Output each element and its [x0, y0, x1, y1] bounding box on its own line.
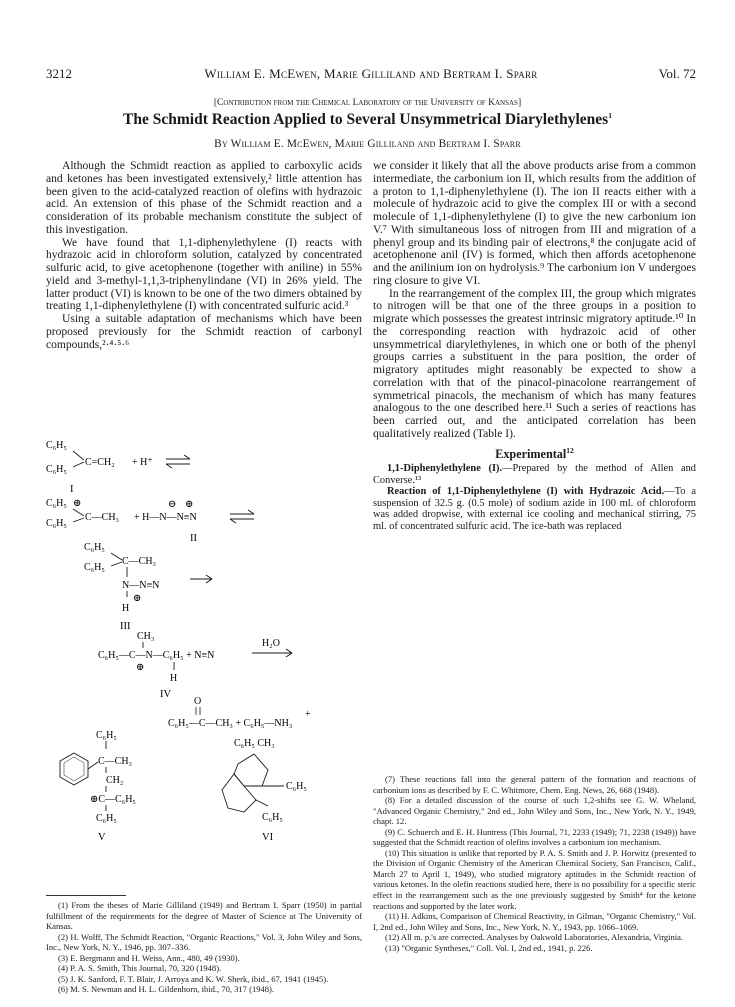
footnote: (3) E. Bergmann and H. Weiss, Ann., 480, 49 (1930). — [58, 952, 240, 963]
methyl-group: CH₃ — [137, 631, 155, 642]
footnote: (8) For a detailed discussion of the course of such 1,2-shifts see G. W. Wheland, "Advanced Organic Chemistry," 2nd ed., John Wiley and Sons, Inc., New York, N. Y., 1949, chapt. 12. — [373, 795, 696, 827]
phenyl-label: C₆H₅ — [46, 518, 67, 529]
paragraph: In the rearrangement of the complex III, the group which migrates to nitrogen will be that one of the three groups in a position to migrate which possesses the greatest intrinsic migratory aptitude.¹⁰ In the corresponding reaction with hydrazoic acid of other unsymmetrical diarylethylenes, in which one or both of the phenyl groups carries a substituent in the para position, the order of migratory aptitudes might reasonably be expected to show a correlation with that of the pinacol-pinacolone rearrangement of symmetrical pinacols, the mechanism of which has many features analogous to the one described here.¹¹ Such a series of reactions has been carried out, and the anticipated correlation has been qualitatively realized (Table I). — [373, 287, 696, 440]
paragraph: Using a suitable adaptation of mechanisms which have been proposed previously for the Schmidt reaction of carbonyl compounds,²·⁴·⁵·⁶ — [46, 313, 362, 351]
methyl-carbon: C—CH₃ — [122, 556, 157, 567]
methyl-carbon: C—CH₃ — [85, 512, 120, 523]
volume-number: Vol. 72 — [658, 66, 696, 81]
anil-cation: C₆H₅—C—N—C₆H₅ + N≡N — [98, 650, 215, 661]
byline: By William E. McEwen, Marie Gilliland and Bertram I. Sparr — [214, 138, 521, 150]
ethylene-group: C=CH₂ — [85, 457, 115, 468]
right-column-text — [373, 160, 696, 532]
equilibrium-arrow — [230, 510, 254, 523]
compound-label-I: I — [70, 484, 74, 495]
proton: + H⁺ — [132, 457, 153, 468]
reaction-scheme — [40, 434, 365, 882]
compound-III — [84, 542, 212, 632]
azide-group: N—N≡N — [122, 580, 160, 591]
right-footnotes — [373, 774, 696, 953]
article-title-text: The Schmidt Reaction Applied to Several Unsymmetrical Diarylethylenes — [123, 111, 609, 128]
footnote: (11) H. Adkins, Comparison of Chemical Reactivity, in Gilman, "Organic Chemistry," Vol. I, 2nd ed., John Wiley and Sons, Inc., New York, N. Y., 1943, pp. 1066–1069. — [373, 911, 696, 932]
footnote: (9) C. Schuerch and E. H. Huntress (This Journal, 71, 2233 (1949); 71, 2238 (1949)) have suggested that the Schmidt reaction of olefins involves a carbonium ion mechanism. — [373, 826, 696, 848]
phenyl-label: C₆H₅ — [46, 440, 67, 451]
phenyl-label: C₆H₅ — [46, 498, 67, 509]
negative-charge: ⊖ — [168, 499, 177, 510]
footnote: (6) M. S. Newman and H. L. Gildenhorn, ibid., 70, 317 (1948). — [58, 984, 275, 995]
water-reagent: H₂O — [262, 638, 280, 649]
compound-I — [46, 440, 190, 495]
paragraph-body: —To a suspension of 32.5 g. (0.5 mole) of sodium azide in 100 ml. of chloroform was added dropwise, with external ice cooling and mechanical stirring, 75 ml. of concentrated sulfuric acid. The ice-bath was replaced — [373, 486, 697, 532]
heading-footnote-mark: 12 — [566, 445, 574, 455]
compound-label-III: III — [120, 621, 131, 632]
section-heading — [373, 445, 696, 461]
carbonium-charge: ⊕ — [73, 498, 82, 509]
left-column-text — [46, 160, 362, 351]
paragraph: We have found that 1,1-diphenylethylene (I) reacts with hydrazoic acid in chloroform solution, catalyzed by concentrated sulfuric acid, to give acetophenone (together with aniline) in 55% yield and 3-methyl-1,1,3-triphenylindane (VI) in 26% yield. The latter product (VI) is known to be one of the two dimers obtained by treating 1,1-diphenylethylene (I) with concentrated sulfuric acid.³ — [46, 236, 362, 313]
page-number: 3212 — [46, 66, 72, 81]
footnote: (7) These reactions fall into the general pattern of the formation and reactions of carbonium ions as described by F. C. Whitmore, Chem. Eng. News, 26, 668 (1948). — [373, 774, 696, 795]
section-heading-text: Experimental — [495, 446, 567, 461]
paragraph: Although the Schmidt reaction as applied to carboxylic acids and ketones has been investigated extensively,² little attention has been given to the acid-catalyzed reaction of olefins with hydrazoic acid. An extension of this phase of the Schmidt reaction and a consideration of its probable mechanism constitute the subject of this investigation. — [46, 160, 362, 236]
positive-charge: ⊕ — [136, 662, 145, 673]
hydrogen: H — [170, 673, 178, 684]
compound-label-IV: IV — [160, 689, 172, 700]
equilibrium-arrow — [166, 455, 190, 468]
compound-label-V: V — [98, 832, 106, 843]
phenyl-label: C₆H₅ — [262, 812, 283, 823]
positive-charge: + — [305, 709, 311, 720]
footnote: (5) J. K. Sanford, F. T. Blair, J. Arroya and K. W. Sherk, ibid., 67, 1941 (1945). — [58, 973, 329, 984]
indane-substituents: C₆H₅ CH₃ — [234, 738, 275, 749]
footnote: (13) "Organic Syntheses," Coll. Vol. I, 2nd ed., 1941, p. 226. — [385, 942, 593, 953]
run-in-heading: Reaction of 1,1-Diphenylethylene (I) with Hydrazoic Acid. — [387, 486, 665, 498]
contribution-line: [Contribution from the Chemical Laboratory of the University of Kansas] — [213, 97, 522, 108]
carbonium-center: ⊕C—C₆H₅ — [90, 794, 136, 805]
phenyl-label: C₆H₅ — [96, 813, 117, 824]
positive-charge: ⊕ — [133, 593, 142, 604]
hydrolysis-products — [168, 696, 311, 729]
footnote: (10) This situation is unlike that reported by P. A. S. Smith and J. P. Horwitz (presented to the Division of Organic Chemistry of the American Chemical Society, San Francisco, Calif., March 27 to April 1, 1949), who studied migratory aptitudes in the Schmidt reaction of various ketones. In the olefin reactions studied here, there is no possibility for a specific steric effect in the rearrangement such as the one previously suggested by Smith⁴ for the ketone reactions and supported by the later work. — [373, 847, 696, 911]
compound-V — [60, 730, 136, 843]
phenyl-label: C₆H₅ — [84, 562, 105, 573]
paragraph-body: —Prepared by the method of Allen and Converse.¹³ — [373, 463, 697, 486]
methylene: CH₂ — [106, 775, 124, 786]
run-in-heading: 1,1-Diphenylethylene (I). — [387, 463, 503, 475]
footnote: (12) All m. p.'s are corrected. Analyses by Oakwold Laboratories, Alexandria, Virginia. — [385, 932, 684, 943]
compound-label-VI: VI — [262, 832, 274, 843]
paragraph — [373, 463, 696, 486]
phenyl-label: C₆H₅ — [286, 781, 307, 792]
phenyl-label: C₆H₅ — [84, 542, 105, 553]
phenyl-label: C₆H₅ — [96, 730, 117, 741]
title-footnote-mark: 1 — [608, 110, 612, 120]
positive-charge: ⊕ — [185, 499, 194, 510]
article-title — [0, 111, 735, 129]
running-header — [46, 66, 696, 82]
reaction-arrow — [190, 575, 212, 583]
acetophenone-and-anilinium: C₆H₅—C—CH₃ + C₆H₅—NH₃ — [168, 718, 293, 729]
footnote: (4) P. A. S. Smith, This Journal, 70, 320 (1948). — [58, 963, 222, 974]
benzene-ring-icon — [222, 774, 256, 812]
hydrogen: H — [122, 603, 130, 614]
paragraph — [373, 486, 696, 532]
running-authors: William E. McEwen, Marie Gilliland and Bertram I. Sparr — [204, 66, 538, 81]
left-footnotes — [46, 900, 362, 995]
phenyl-label: C₆H₅ — [46, 464, 67, 475]
footnote: (2) H. Wolff, The Schmidt Reaction, "Organic Reactions," Vol. 3, John Wiley and Sons, Inc., New York, N. Y., 1946, pp. 307–336. — [46, 931, 362, 953]
carbonyl-oxygen: O — [194, 696, 202, 707]
reaction-arrow — [252, 649, 292, 657]
footnote: (1) From the theses of Marie Gilliland (1949) and Bertram I. Sparr (1950) in partial fulfillment of the requirements for the degree of Master of Science at The University of Kansas. — [46, 900, 362, 932]
compound-II — [46, 498, 254, 544]
paragraph: we consider it likely that all the above products arise from a common intermediate, the carbonium ion II, which results from the addition of a proton to 1,1-diphenylethylene (I). The ion II reacts either with a molecule of hydrazoic acid to give the complex III or with a second molecule of 1,1-diphenylethylene (I) to give the new carbonium ion V.⁷ With simultaneous loss of nitrogen from III and migration of a phenyl group and its binding pair of electrons,⁸ the conjugate acid of acetophenone anil (IV) is formed, which then affords acetophenone and the anilinium ion on hydrolysis.⁹ The carbonium ion V undergoes ring closure to give VI. — [373, 160, 696, 287]
methyl-carbon: C—CH₃ — [98, 756, 133, 767]
compound-label-II: II — [190, 533, 197, 544]
footnote-rule — [46, 895, 126, 896]
experimental-text — [373, 463, 696, 532]
hydrazoic-acid: + H—N—N≡N — [134, 512, 197, 523]
compound-VI — [222, 738, 307, 843]
compound-IV — [98, 631, 292, 700]
